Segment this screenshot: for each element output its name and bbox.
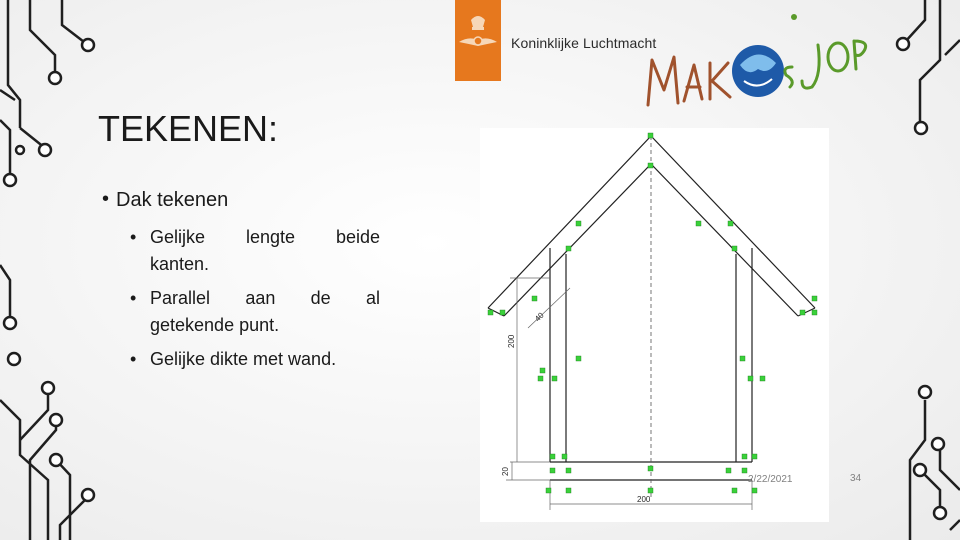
dim-label-height: 200 (507, 334, 516, 348)
sub-bullet-word: lengte (245, 227, 296, 247)
sub-bullet-word: Gelijke (150, 227, 206, 247)
air-force-emblem-icon (455, 0, 501, 81)
sub-bullet-word: al (365, 288, 380, 308)
bullet-dot: • (130, 288, 137, 308)
bullet-dot: • (102, 188, 110, 210)
bullet-dot: • (130, 349, 137, 369)
bullet-text: Dak tekenen (116, 189, 229, 211)
sub-bullet-word: de (310, 288, 331, 308)
birdhouse-sketch (480, 128, 829, 522)
footer-date: 2/22/2021 (748, 474, 793, 485)
sub-bullet-word: aan (245, 288, 276, 308)
sub-bullet-word: beide (335, 227, 380, 247)
sub-bullet-item (130, 285, 380, 339)
organization-name: Koninklijke Luchtmacht (511, 35, 657, 51)
slide-number: 34 (850, 473, 862, 484)
sub-bullet-item (130, 224, 380, 278)
bullet-item (102, 189, 228, 212)
sub-bullet-line: kanten. (150, 254, 210, 274)
sub-bullet-item (130, 346, 380, 373)
makersjop-logo-icon (640, 5, 870, 110)
air-force-logo (455, 0, 501, 81)
cad-drawing-panel (480, 128, 829, 522)
sub-bullet-line: Gelijke dikte met wand. (150, 349, 337, 369)
bullet-dot: • (130, 227, 137, 247)
sub-bullet-word: Parallel (150, 288, 211, 308)
dim-label-thickness: 20 (501, 467, 510, 476)
dim-label-width: 200 (637, 495, 651, 504)
slide-title: TEKENEN: (98, 108, 279, 149)
dim-label-offset: 40 (533, 310, 546, 324)
sub-bullet-line: getekende punt. (150, 315, 280, 335)
